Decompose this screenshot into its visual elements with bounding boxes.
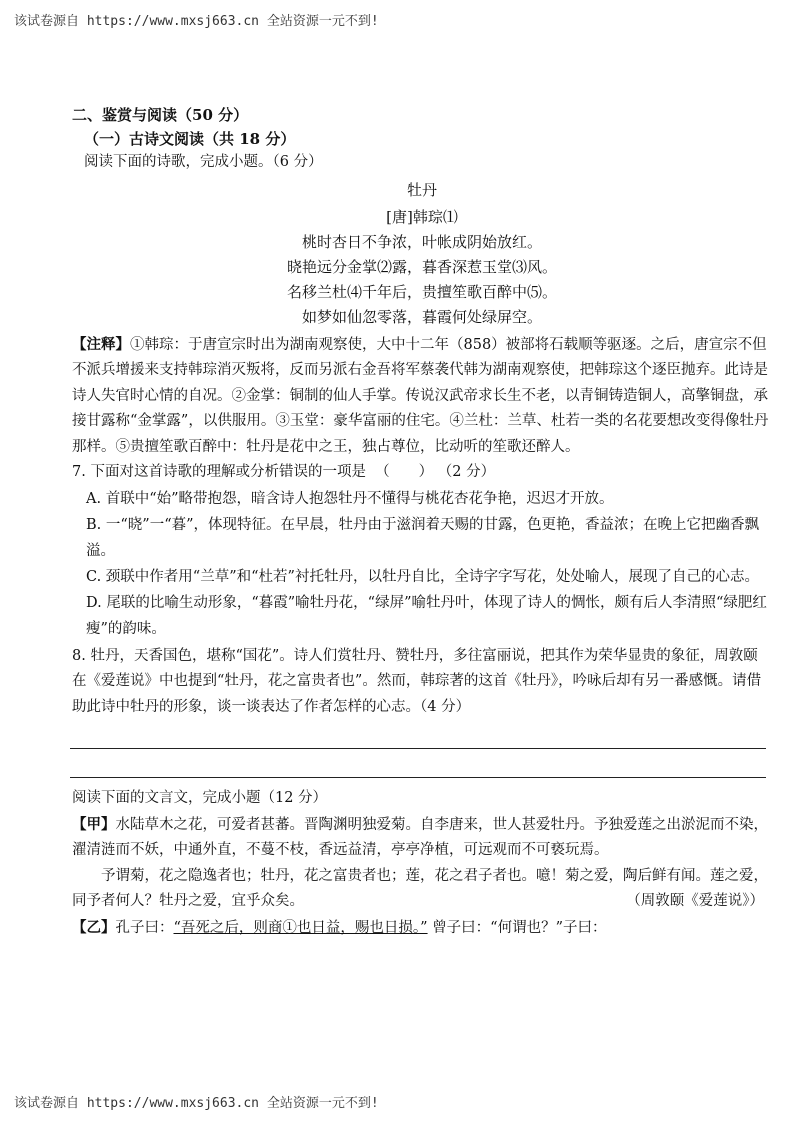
poem-instruction: 阅读下面的诗歌，完成小题。（6 分） <box>84 154 323 170</box>
passage-yi-rest: 曾子曰：“何谓也？”子曰： <box>432 919 607 936</box>
answer-paren[interactable]: （ ） <box>375 464 434 480</box>
passage-yi <box>72 915 772 942</box>
question-8: 8. 牡丹，天香国色，堪称“国花”。诗人们赏牡丹、赞牡丹，多往富丽说，把其作为荣华显贵的象征，周敦颐在《爱莲说》中也提到“牡丹，花之富贵者也”。然而，韩琮著的这首《牡丹》，吟咏后却有另一番感慨。请借助此诗中牡丹的形象，谈一谈表达了作者怎样的心志。（4 分） <box>72 647 762 715</box>
q7-option-c[interactable]: C. 颈联中作者用“兰草”和“杜若”衬托牡丹，以牡丹自比，全诗字字写花，处处喻人，展现了自己的心志。 <box>86 568 759 585</box>
passage-jia-p2-text: 予谓菊，花之隐逸者也；牡丹，花之富贵者也；莲，花之君子者也。噫！菊之爱，陶后鲜有闻。莲之爱，同予者何人？牡丹之爱，宜乎众矣。 <box>72 867 768 909</box>
exam-page <box>72 102 772 941</box>
passage-jia-p2 <box>72 864 772 915</box>
passage-yi-label: 【乙】 <box>72 918 116 936</box>
q7-option-d[interactable]: D. 尾联的比喻生动形象，“暮霞”喻牡丹花，“绿屏”喻牡丹叶，体现了诗人的惆怅，颇有后人李清照“绿肥红瘦”的韵味。 <box>86 594 767 637</box>
poem-notes <box>72 332 772 461</box>
note-text: ①韩琮：于唐宣宗时出为湖南观察使，大中十二年（858）被部将石载顺等驱逐。之后，唐宣宗不但不派兵增援来支持韩琮消灭叛将，反而另派右金吾将军蔡袭代韩为湖南观察使，把韩琮这个逐臣抛弃。此诗是诗人失官时心情的自况。②金掌：铜制的仙人手掌。传说汉武帝求长生不老，以青铜铸造铜人，高擎铜盘，承接甘露称“金掌露”，以供服用。③玉堂：豪华富丽的住宅。④兰杜：兰草、杜若一类的名花要想改变得像牡丹那样。⑤贵擅笙歌百醉中：牡丹是花中之王，独占尊位，比动听的笙歌还醉人。 <box>72 336 769 455</box>
passage-yi-quote: “吾死之后，则商①也日益，赐也日损。” <box>173 919 428 936</box>
passage-jia-source: （周敦颐《爱莲说》） <box>626 893 764 909</box>
passage-jia-label: 【甲】 <box>72 815 116 833</box>
q7-stem-text: 7. 下面对这首诗歌的理解或分析错误的一项是 <box>72 464 366 480</box>
passage-jia <box>72 812 772 864</box>
section-title: 二、鉴赏与阅读（50 分） <box>72 106 249 124</box>
poem-line: 如梦如仙忽零落，暮霞何处绿屏空。 <box>301 307 542 326</box>
poem-title: 牡丹 <box>406 180 437 199</box>
section-subtitle: （一）古诗文阅读（共 18 分） <box>84 130 296 148</box>
q7-score: （2 分） <box>437 464 496 480</box>
answer-line[interactable] <box>70 777 766 778</box>
note-label: 【注释】 <box>72 335 130 353</box>
poem-author: [唐]韩琮⑴ <box>386 207 458 226</box>
poem-line: 名移兰杜⑷千年后，贵擅笙歌百醉中⑸。 <box>286 282 557 301</box>
question-7-stem <box>72 460 772 486</box>
watermark-top: 该试卷源自 https://www.mxsj663.cn 全站资源一元不到! <box>14 14 379 29</box>
poem-line: 晓艳远分金掌⑵露，暮香深惹玉堂⑶风。 <box>286 257 557 276</box>
q7-option-b[interactable]: B. 一“晓”一“暮”，体现特征。在早晨，牡丹由于滋润着天赐的甘露，色更艳，香益浓；在晚上它把幽香飘溢。 <box>86 516 760 559</box>
passage-jia-text: 水陆草木之花，可爱者甚蕃。晋陶渊明独爱菊。自李唐来，世人甚爱牡丹。予独爱莲之出淤泥而不染，濯清涟而不妖，中通外直，不蔓不枝，香远益清，亭亭净植，可远观而不可亵玩焉。 <box>72 816 768 858</box>
reading2-instruction: 阅读下面的文言文，完成小题（12 分） <box>72 790 328 806</box>
poem <box>72 178 772 330</box>
q7-option-a[interactable]: A. 首联中“始”略带抱怨，暗含诗人抱怨牡丹不懂得与桃花杏花争艳，迟迟才开放。 <box>86 490 614 507</box>
watermark-bottom: 该试卷源自 https://www.mxsj663.cn 全站资源一元不到! <box>14 1096 379 1111</box>
passage-yi-start: 孔子曰： <box>115 919 174 936</box>
poem-line: 桃时杏日不争浓，叶帐成阴始放红。 <box>301 232 542 251</box>
